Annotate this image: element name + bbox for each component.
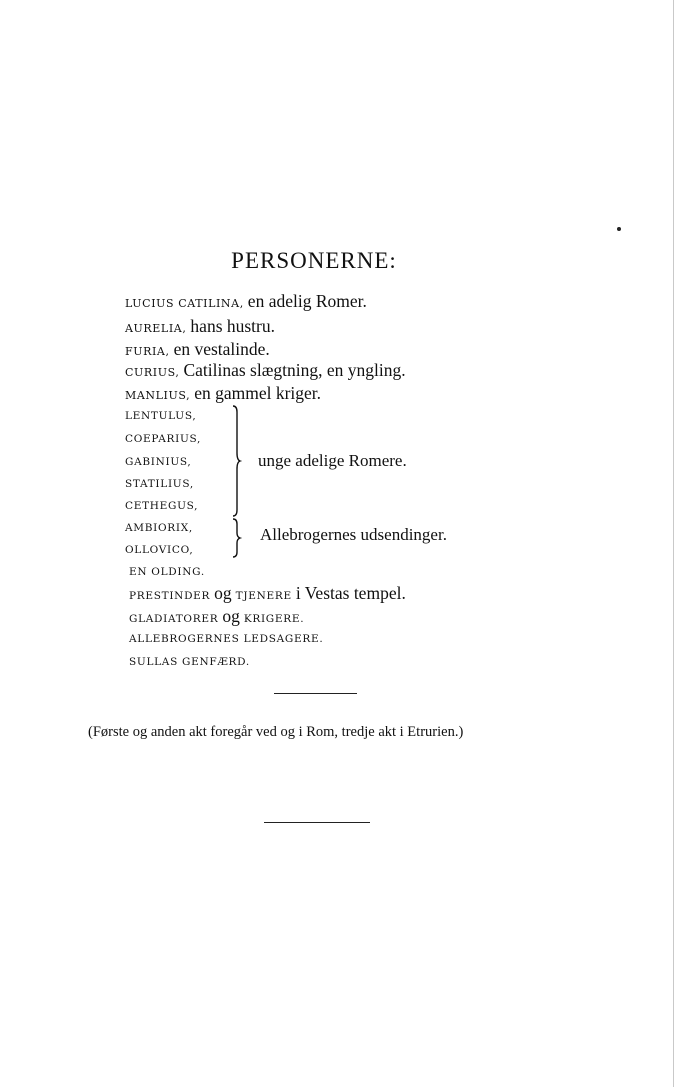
character-desc: Catilinas slægtning, en yngling. <box>183 360 406 380</box>
og-word: og <box>222 606 240 626</box>
character-desc: en adelig Romer. <box>247 291 367 311</box>
character-line-furia <box>125 339 270 360</box>
prestinder-label: PRESTINDER <box>129 590 211 602</box>
krigere-label: KRIGERE. <box>243 613 305 625</box>
ledsagere-line: ALLEBROGERNES LEDSAGERE. <box>129 633 324 645</box>
character-desc: hans hustru. <box>190 316 275 336</box>
tjenere-label: TJENERE <box>235 590 292 602</box>
character-line-aurelia <box>125 316 275 337</box>
character-line-curius <box>125 360 406 381</box>
vestas-text: Vestas tempel. <box>304 583 406 603</box>
character-name: FURIA, <box>125 345 170 358</box>
page-title: PERSONERNE: <box>231 248 397 273</box>
prestinder-line <box>129 583 406 604</box>
gladiatorer-label: GLADIATORER <box>129 613 219 625</box>
group1-name-cethegus: CETHEGUS, <box>125 500 199 512</box>
bottom-divider-rule <box>264 822 370 823</box>
page-edge-line <box>673 0 674 1087</box>
group1-brace <box>228 405 244 517</box>
group1-name-lentulus: LENTULUS, <box>125 410 197 422</box>
group2-desc: Allebrogernes udsendinger. <box>260 525 447 544</box>
character-desc: en vestalinde. <box>173 339 270 359</box>
genfaerd-line: SULLAS GENFÆRD. <box>129 656 250 668</box>
i-word: i <box>295 583 301 603</box>
ink-speck <box>617 227 621 231</box>
group2-name-ollovico: OLLOVICO, <box>125 544 194 556</box>
character-line-catilina <box>125 291 367 312</box>
og-word: og <box>214 583 232 603</box>
divider-rule <box>274 693 357 694</box>
character-name: MANLIUS, <box>125 389 191 402</box>
gladiatorer-line <box>129 606 304 627</box>
group1-name-gabinius: GABINIUS, <box>125 456 192 468</box>
olding-line: EN OLDING. <box>129 566 205 578</box>
group2-name-ambiorix: AMBIORIX, <box>125 522 193 534</box>
character-line-manlius <box>125 383 321 404</box>
character-name: LUCIUS CATILINA, <box>125 297 244 310</box>
group1-name-coeparius: COEPARIUS, <box>125 433 202 445</box>
setting-note: (Første og anden akt foregår ved og i Rom, tredje akt i Etrurien.) <box>88 724 464 740</box>
group2-brace <box>228 518 244 558</box>
character-name: CURIUS, <box>125 366 180 379</box>
character-desc: en gammel kriger. <box>194 383 322 403</box>
group1-name-statilius: STATILIUS, <box>125 478 194 490</box>
group1-desc: unge adelige Romere. <box>258 451 407 470</box>
character-name: AURELIA, <box>125 322 187 335</box>
